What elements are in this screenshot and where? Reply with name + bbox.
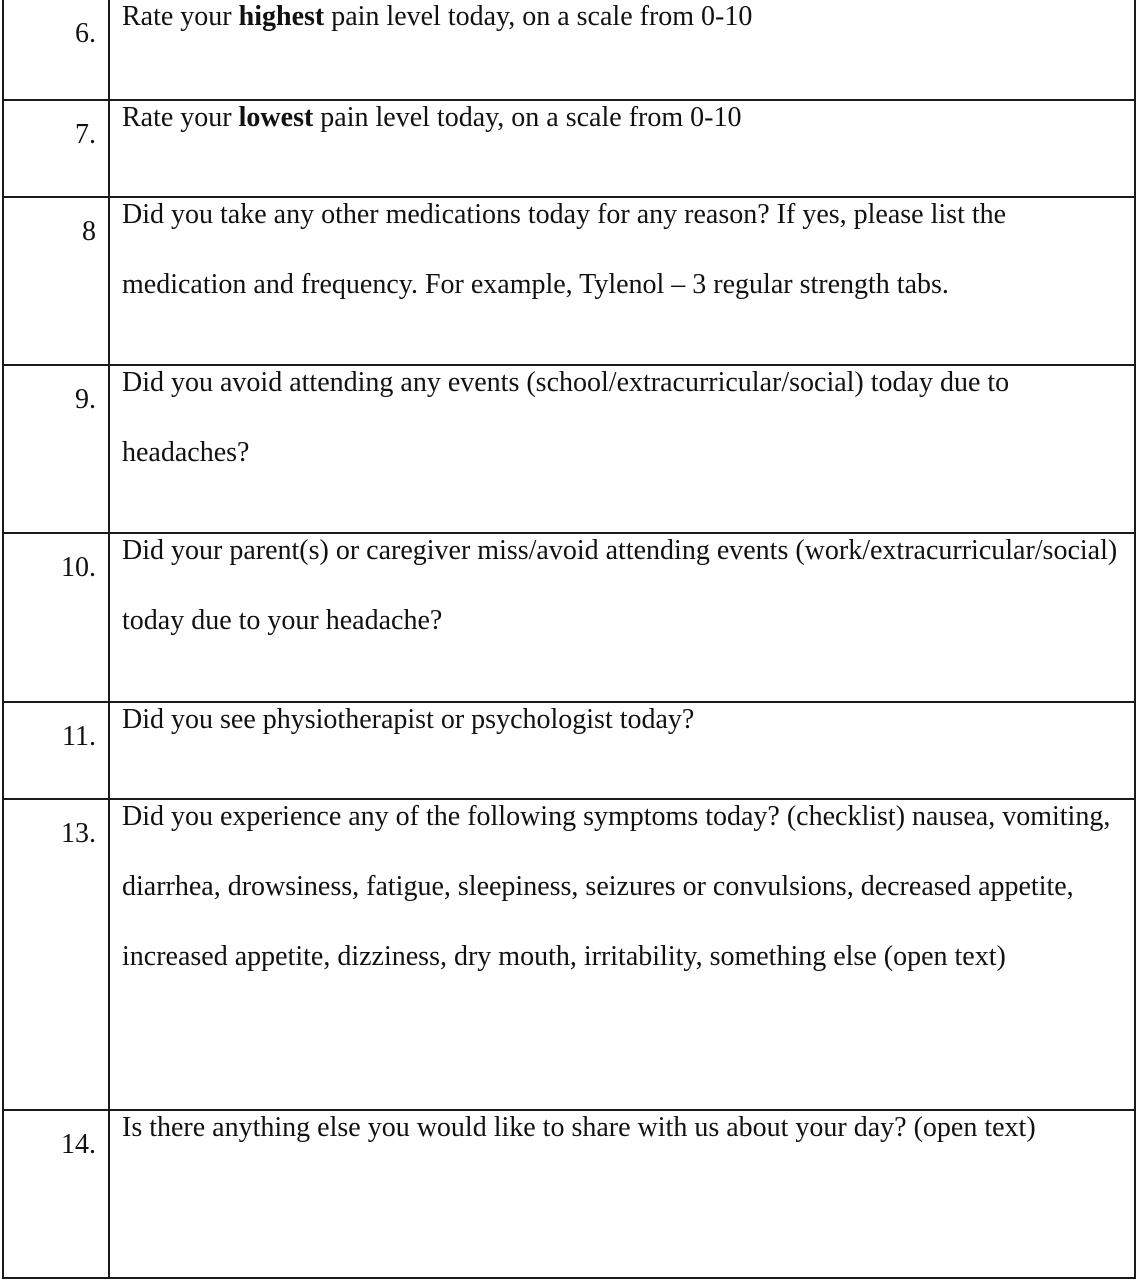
question-text xyxy=(122,0,1118,52)
row-number-cell xyxy=(4,1111,110,1277)
table-row xyxy=(4,364,1134,532)
table-row xyxy=(4,1109,1134,1277)
table-row xyxy=(4,532,1134,701)
row-number: 8 xyxy=(82,216,96,247)
question-cell xyxy=(110,1111,1134,1277)
row-number: 13. xyxy=(61,818,96,849)
question-text-emphasis: highest xyxy=(238,1,325,32)
question-text: Did you experience any of the following symptoms today? (checklist) nausea, vomiting, diarrhea, drowsiness, fatigue, sleepiness, seizures or convulsions, decreased appetite, increased appetite, dizziness, dry mouth, irritability, something else (open text) xyxy=(122,801,1111,972)
row-number-cell xyxy=(4,198,110,364)
row-number-cell xyxy=(4,101,110,196)
question-text: Did you take any other medications today for any reason? If yes, please list the medication and frequency. For example, Tylenol – 3 regular strength tabs. xyxy=(122,199,1007,300)
row-number: 14. xyxy=(61,1129,96,1160)
question-text-part: pain level today, on a scale from 0-10 xyxy=(313,102,742,133)
question-text-part: pain level today, on a scale from 0-10 xyxy=(324,1,753,32)
question-text: Did your parent(s) or caregiver miss/avoid attending events (work/extracurricular/social) today due to your headache? xyxy=(122,535,1118,636)
question-text xyxy=(122,83,1118,153)
row-number-cell xyxy=(4,800,110,1109)
table-row xyxy=(4,196,1134,364)
question-text: Is there anything else you would like to share with us about your day? (open text) xyxy=(122,1112,1036,1143)
row-number-cell xyxy=(4,534,110,701)
questionnaire-table xyxy=(2,0,1136,1279)
table-row xyxy=(4,798,1134,1109)
question-text-emphasis: lowest xyxy=(238,102,314,133)
question-cell xyxy=(110,198,1134,364)
question-text-part: Rate your xyxy=(122,1,239,32)
question-cell xyxy=(110,800,1134,1109)
question-cell xyxy=(110,366,1134,532)
row-number: 10. xyxy=(61,552,96,583)
question-text: Did you avoid attending any events (school/extracurricular/social) today due to headaches? xyxy=(122,367,1010,468)
row-number: 6. xyxy=(75,18,96,49)
row-number-cell xyxy=(4,366,110,532)
question-text-part: Rate your xyxy=(122,102,239,133)
question-cell xyxy=(110,534,1134,701)
question-text: Did you see physiotherapist or psychologist today? xyxy=(122,704,695,735)
row-number: 9. xyxy=(75,384,96,415)
row-number-cell xyxy=(4,703,110,798)
row-number-cell xyxy=(4,0,110,99)
row-number: 7. xyxy=(75,119,96,150)
row-number: 11. xyxy=(62,721,96,752)
